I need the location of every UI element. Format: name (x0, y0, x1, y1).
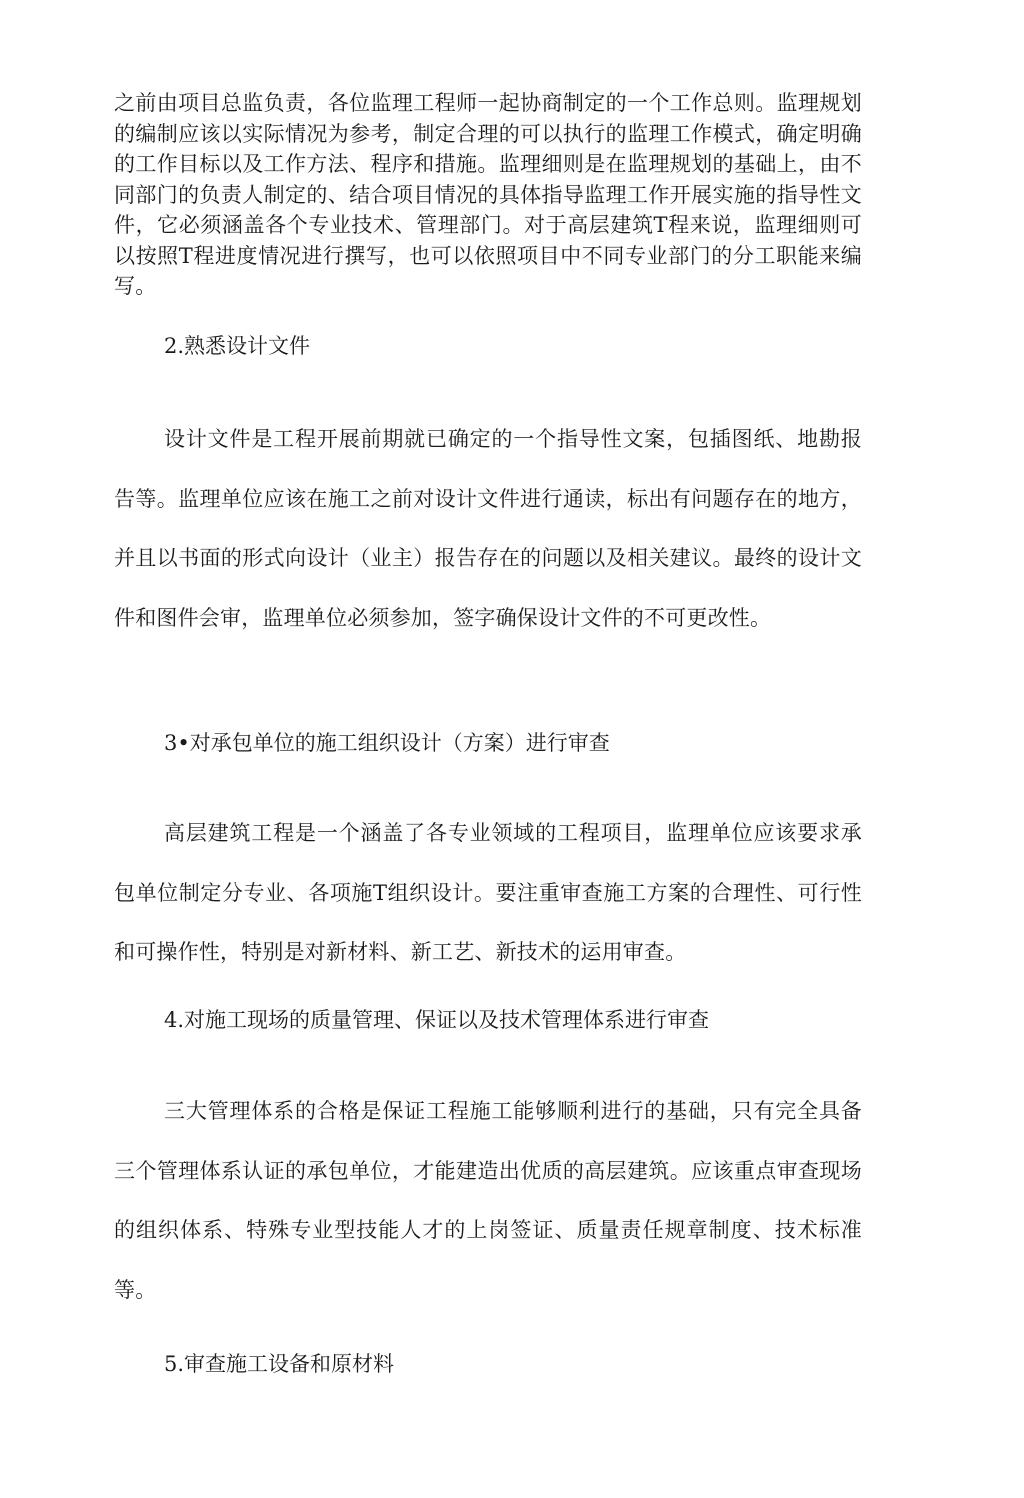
management-systems-paragraph: 三大管理体系的合格是保证工程施工能够顺利进行的基础，只有完全具备三个管理体系认证的承包单位，才能建造出优质的高层建筑。应该重点审查现场的组织体系、特殊专业型技能人才的上岗签证、质量责任规章制度、技术标准等。 (114, 1099, 862, 1302)
design-docs-paragraph: 设计文件是工程开展前期就已确定的一个指导性文案，包插图纸、地勘报告等。监理单位应该在施工之前对设计文件进行通读，标出有问题存在的地方，并且以书面的形式向设计（业主）报告存在的问题以及相关建议。最终的设计文件和图件会审，监理单位必须参加，签字确保设计文件的不可更改性。 (114, 427, 862, 630)
section-heading-2: 2.熟悉设计文件 (164, 334, 311, 358)
section-heading-3: 3•对承包单位的施工组织设计（方案）进行审查 (164, 731, 610, 755)
construction-plan-paragraph: 高层建筑工程是一个涵盖了各专业领域的工程项目，监理单位应该要求承包单位制定分专业、各项施T组织设计。要注重审查施工方案的合理性、可行性和可操作性，特别是对新材料、新工艺、新技术的运用审查。 (114, 821, 862, 964)
section-heading-4: 4.对施工现场的质量管理、保证以及技术管理体系进行审查 (164, 1008, 710, 1032)
section-heading-5: 5.审查施工设备和原材料 (164, 1352, 395, 1376)
intro-paragraph: 之前由项目总监负责，各位监理工程师一起协商制定的一个工作总则。监理规划的编制应该以实际情况为参考，制定合理的可以执行的监理工作模式，确定明确的工作目标以及工作方法、程序和措施。监理细则是在监理规划的基础上，由不同部门的负责人制定的、结合项目情况的具体指导监理工作开展实施的指导性文件，它必须涵盖各个专业技术、管理部门。对于高层建筑T程来说，监理细则可以按照T程进度情况进行撰写，也可以依照项目中不同专业部门的分工职能来编写。 (114, 91, 862, 298)
